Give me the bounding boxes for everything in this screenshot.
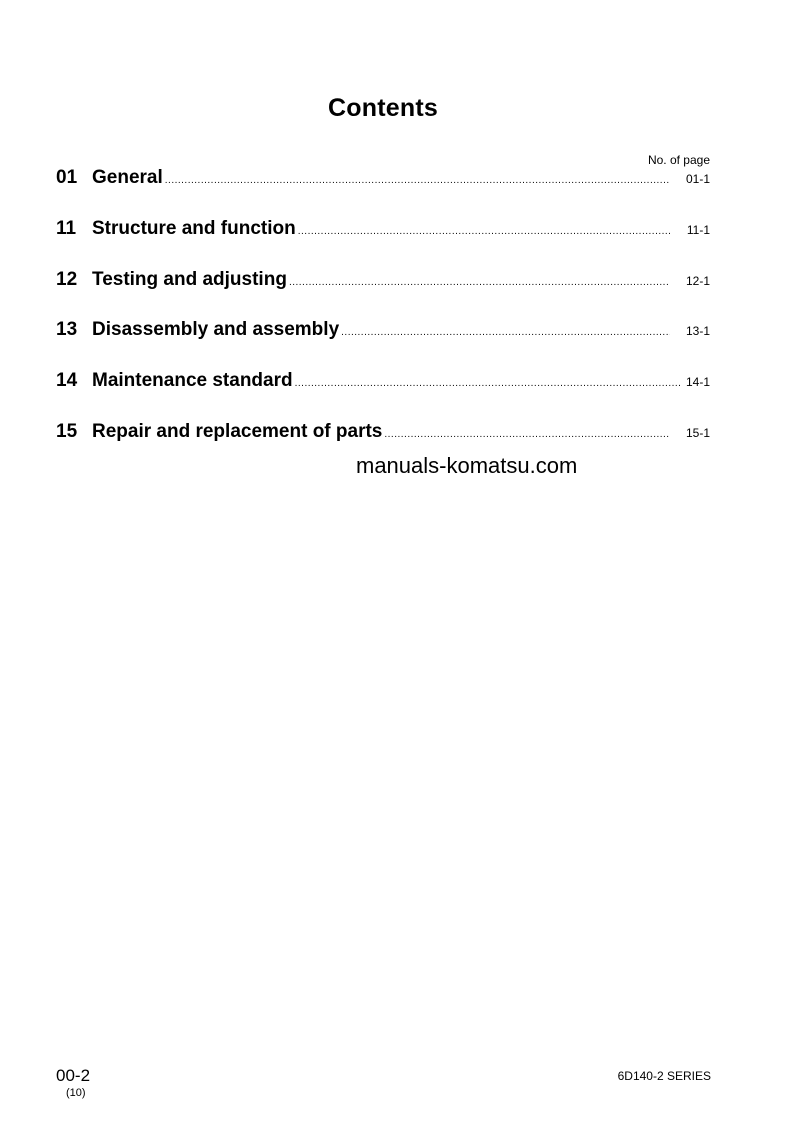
footer-revision: (10) bbox=[66, 1087, 86, 1099]
toc-entry-disassembly[interactable] bbox=[56, 319, 710, 345]
toc-number: 11 bbox=[56, 218, 77, 239]
toc-number: 12 bbox=[56, 269, 78, 290]
toc-label[interactable]: Maintenance standard bbox=[92, 370, 293, 391]
dot-leader bbox=[341, 327, 670, 338]
toc-entry-structure[interactable] bbox=[56, 218, 710, 244]
toc-entry-general[interactable] bbox=[56, 167, 710, 193]
dot-leader bbox=[298, 226, 670, 237]
footer-page-number: 00-2 bbox=[56, 1066, 91, 1085]
footer-series: 6D140-2 SERIES bbox=[617, 1069, 711, 1083]
toc-page[interactable]: 12-1 bbox=[685, 274, 710, 288]
dot-leader bbox=[384, 429, 670, 440]
watermark-text: manuals-komatsu.com bbox=[356, 453, 578, 478]
toc-page[interactable]: 11-1 bbox=[686, 223, 710, 237]
toc-label[interactable]: Structure and function bbox=[92, 218, 296, 239]
toc-label[interactable]: Disassembly and assembly bbox=[92, 319, 340, 340]
toc-page[interactable]: 13-1 bbox=[685, 324, 710, 338]
column-header-page: No. of page bbox=[647, 153, 710, 167]
toc-number: 14 bbox=[56, 370, 78, 391]
toc-number: 01 bbox=[56, 167, 78, 188]
dot-leader bbox=[295, 378, 680, 389]
dot-leader bbox=[165, 175, 670, 186]
toc-page[interactable]: 15-1 bbox=[685, 426, 710, 440]
toc-label[interactable]: Testing and adjusting bbox=[92, 269, 287, 290]
toc-entry-repair[interactable] bbox=[56, 421, 710, 447]
toc-label[interactable]: Repair and replacement of parts bbox=[92, 421, 383, 442]
dot-leader bbox=[289, 277, 670, 288]
toc-entry-maintenance[interactable] bbox=[56, 370, 710, 396]
toc-label[interactable]: General bbox=[92, 167, 163, 188]
toc-page[interactable]: 01-1 bbox=[685, 172, 710, 186]
toc-entry-testing[interactable] bbox=[56, 269, 710, 295]
toc-number: 15 bbox=[56, 421, 78, 442]
toc-page[interactable]: 14-1 bbox=[685, 375, 710, 389]
page-title: Contents bbox=[328, 94, 438, 122]
toc-number: 13 bbox=[56, 319, 78, 340]
